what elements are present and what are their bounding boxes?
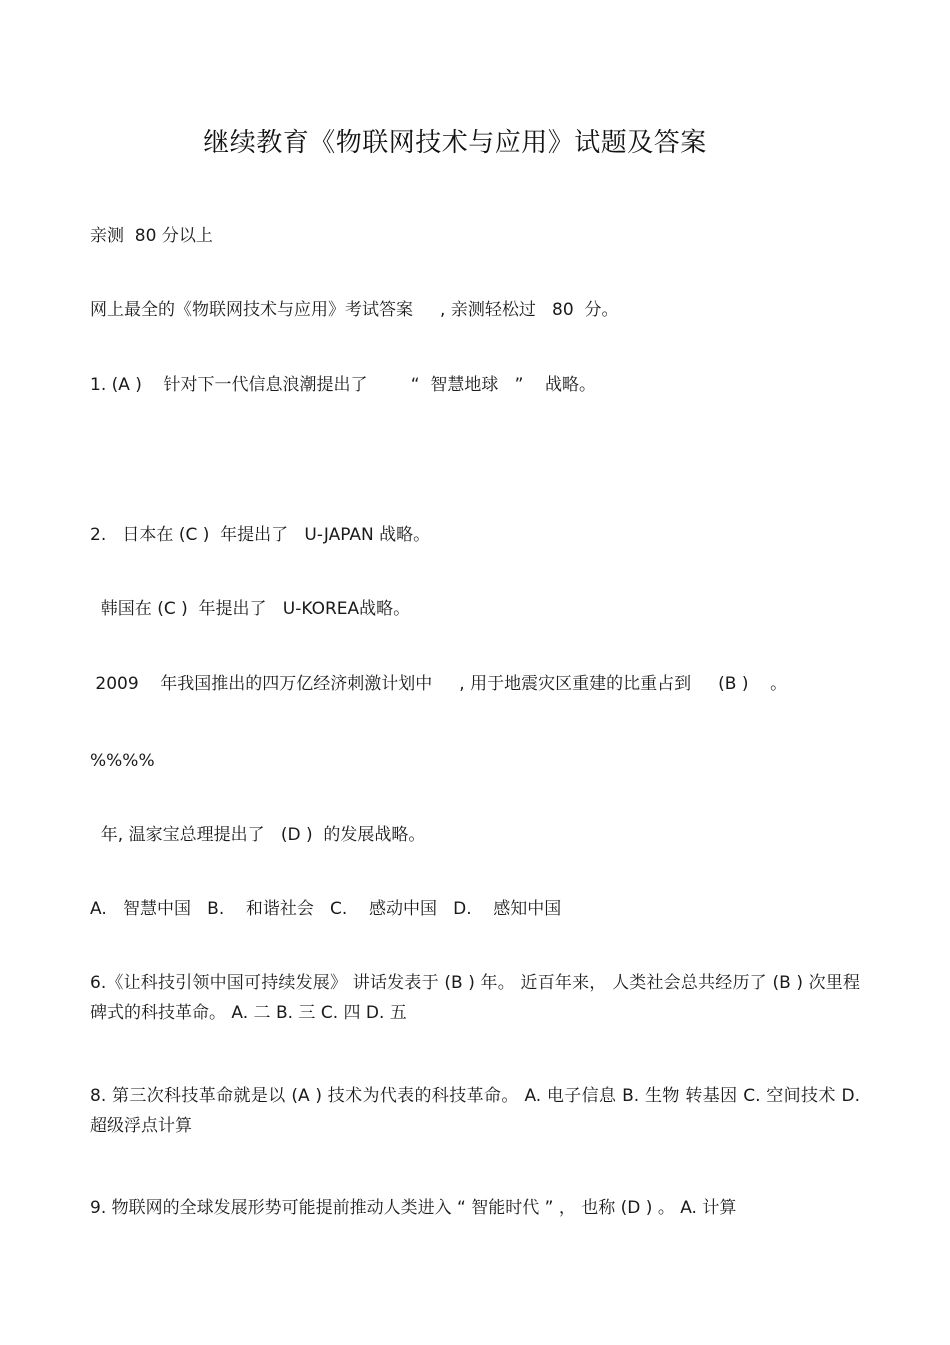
text-line-score: 亲测 80 分以上: [90, 226, 213, 246]
question-8: 8. 第三次科技革命就是以 (A ) 技术为代表的科技革命。 A. 电子信息 B. 生物 转基因 C. 空间技术 D. 超级浮点计算: [90, 1086, 860, 1136]
question-korea: 韩国在 (C ) 年提出了 U-KOREA战略。: [90, 599, 411, 619]
text-line-percent: %%%%: [90, 751, 155, 771]
question-2: 2. 日本在 (C ) 年提出了 U-JAPAN 战略。: [90, 525, 431, 545]
question-6: 6.《让科技引领中国可持续发展》 讲话发表于 (B ) 年。 近百年来， 人类社会总共经历了 (B ) 次里程碑式的科技革命。 A. 二 B. 三 C. 四 D. 五: [90, 973, 860, 1023]
question-2009: 2009 年我国推出的四万亿经济刺激计划中 , 用于地震灾区重建的比重占到 (B ) 。: [90, 674, 788, 694]
question-strategy: 年, 温家宝总理提出了 (D ) 的发展战略。: [90, 825, 426, 845]
text-line-intro: 网上最全的《物联网技术与应用》考试答案 , 亲测轻松过 80 分。: [90, 300, 619, 320]
question-9: 9. 物联网的全球发展形势可能提前推动人类进入 “ 智能时代 ” ， 也称 (D ) 。 A. 计算: [90, 1198, 737, 1218]
document-title: 继续教育《物联网技术与应用》试题及答案: [203, 128, 707, 158]
question-1: 1. (A ) 针对下一代信息浪潮提出了 “ 智慧地球 ” 战略。: [90, 375, 597, 395]
answer-options: A. 智慧中国 B. 和谐社会 C. 感动中国 D. 感知中国: [90, 899, 562, 919]
